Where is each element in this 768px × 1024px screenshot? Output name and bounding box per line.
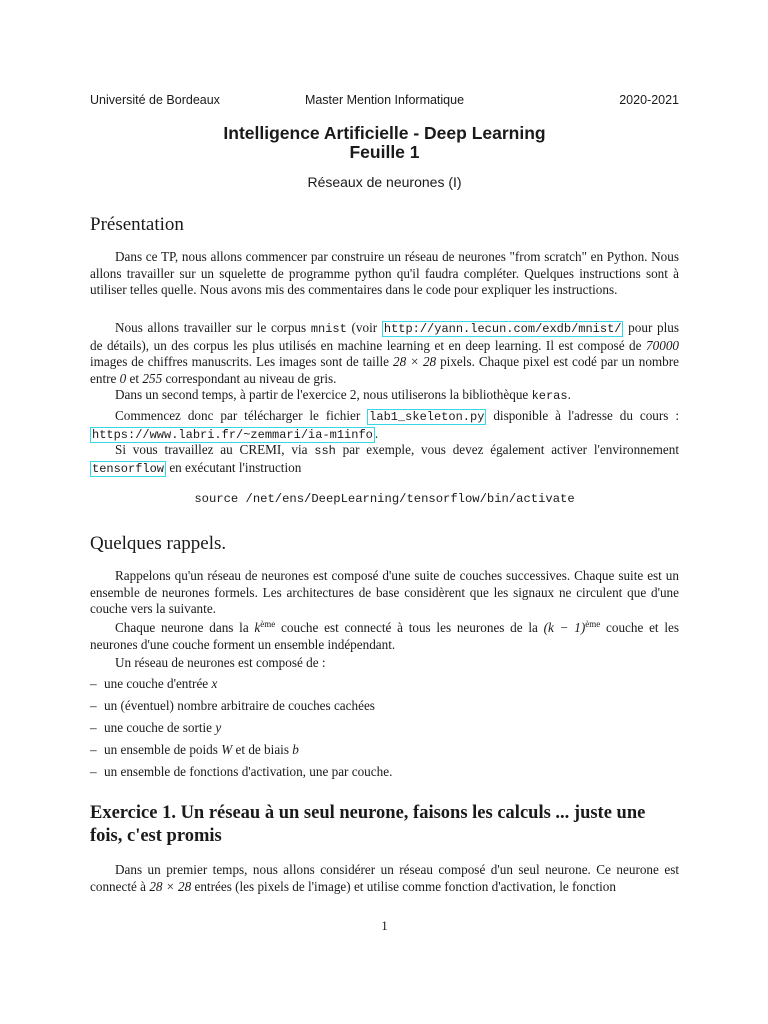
section-heading-rappels: Quelques rappels. [90, 533, 227, 554]
list-item: – un ensemble de poids W et de biais b [90, 742, 299, 757]
header-year: 2020-2021 [619, 93, 679, 107]
presentation-paragraph-1: Dans ce TP, nous allons commencer par construire un réseau de neurones "from scratch" en Python. Nous allons travailler sur un squelette de programme python qu'il faudra compléter. Quelques instructions sont à utiliser telles quelle. Nous avons mis des commentaires dans le code pour expliquer les instructions. [90, 249, 679, 298]
document-title: Intelligence Artificielle - Deep Learning [223, 123, 546, 143]
rappels-paragraph-2: Chaque neurone dans la $k^{ème}$ couche est connecté à tous les neurones de la $(k - 1)^{ème}$ couche et les neurones d'une couche forment un ensemble indépendant. [90, 619, 679, 652]
code-mnist: mnist [310, 322, 347, 336]
rappels-paragraph-1: Rappelons qu'un réseau de neurones est composé d'une suite de couches successives. Chaque suite est un ensemble de neurones formels. Les architectures de base considèrent que les signaux ne circulent que d'une couche vers la suivante. [90, 568, 679, 617]
course-url-link[interactable]: https://www.labri.fr/~zemmari/ia-m1info [92, 427, 373, 442]
page-header [90, 93, 679, 111]
document-subtitle: Réseaux de neurones (I) [307, 174, 462, 190]
document-page [90, 0, 679, 1024]
rappels-paragraph-3: Un réseau de neurones est composé de : [115, 655, 326, 670]
document-sheet-number: Feuille 1 [349, 142, 420, 162]
exercise-1-heading: Exercice 1. Un réseau à un seul neurone, faisons les calculs ... juste une fois, c'est promis [90, 803, 646, 846]
header-university: Université de Bordeaux [90, 93, 220, 107]
presentation-paragraph-5: Si vous travaillez au CREMI, via ssh par exemple, vous devez également activer l'environnement tensorflow en exécutant l'instruction [92, 442, 679, 476]
code-keras: keras [531, 389, 568, 403]
mnist-link[interactable]: http://yann.lecun.com/exdb/mnist/ [383, 322, 622, 336]
section-heading-presentation: Présentation [90, 214, 184, 235]
network-components-list [90, 676, 679, 786]
list-item: – un (éventuel) nombre arbitraire de couches cachées [90, 698, 375, 713]
tensorflow-link[interactable]: tensorflow [92, 461, 165, 476]
skeleton-file-link[interactable]: lab1_skeleton.py [369, 410, 485, 424]
presentation-paragraph-2: Nous allons travailler sur le corpus mnist (voir http://yann.lecun.com/exdb/mnist/ pour plus de détails), un des corpus les plus utilisés en machine learning et en deep learning. Il est composé de 70000 images de chiffres manuscrits. Les images sont de taille 28 × 28 pixels. Chaque pixel est codé par un nombre entre 0 et 255 correspondant au niveau de gris. [90, 320, 680, 386]
code-ssh: ssh [314, 444, 336, 458]
list-item: – un ensemble de fonctions d'activation, une par couche. [90, 764, 393, 779]
list-item: – une couche de sortie y [90, 720, 222, 735]
presentation-paragraph-4: Commencez donc par télécharger le fichier lab1_skeleton.py disponible à l'adresse du cours : https://www.labri.fr/~zemmari/ia-m1info . [92, 408, 679, 442]
exercise-1-paragraph: Dans un premier temps, nous allons considérer un réseau composé d'un seul neurone. Ce neurone est connecté à 28 × 28 entrées (les pixels de l'image) et utilise comme fonction d'activation, le fonction [90, 862, 679, 894]
list-item: – une couche d'entrée x [90, 676, 218, 691]
page-number: 1 [381, 918, 388, 933]
header-program: Master Mention Informatique [304, 93, 465, 107]
activate-command: source /net/ens/DeepLearning/tensorflow/bin/activate [194, 492, 575, 506]
presentation-paragraph-3: Dans un second temps, à partir de l'exercice 2, nous utiliserons la bibliothèque keras. [115, 387, 571, 403]
